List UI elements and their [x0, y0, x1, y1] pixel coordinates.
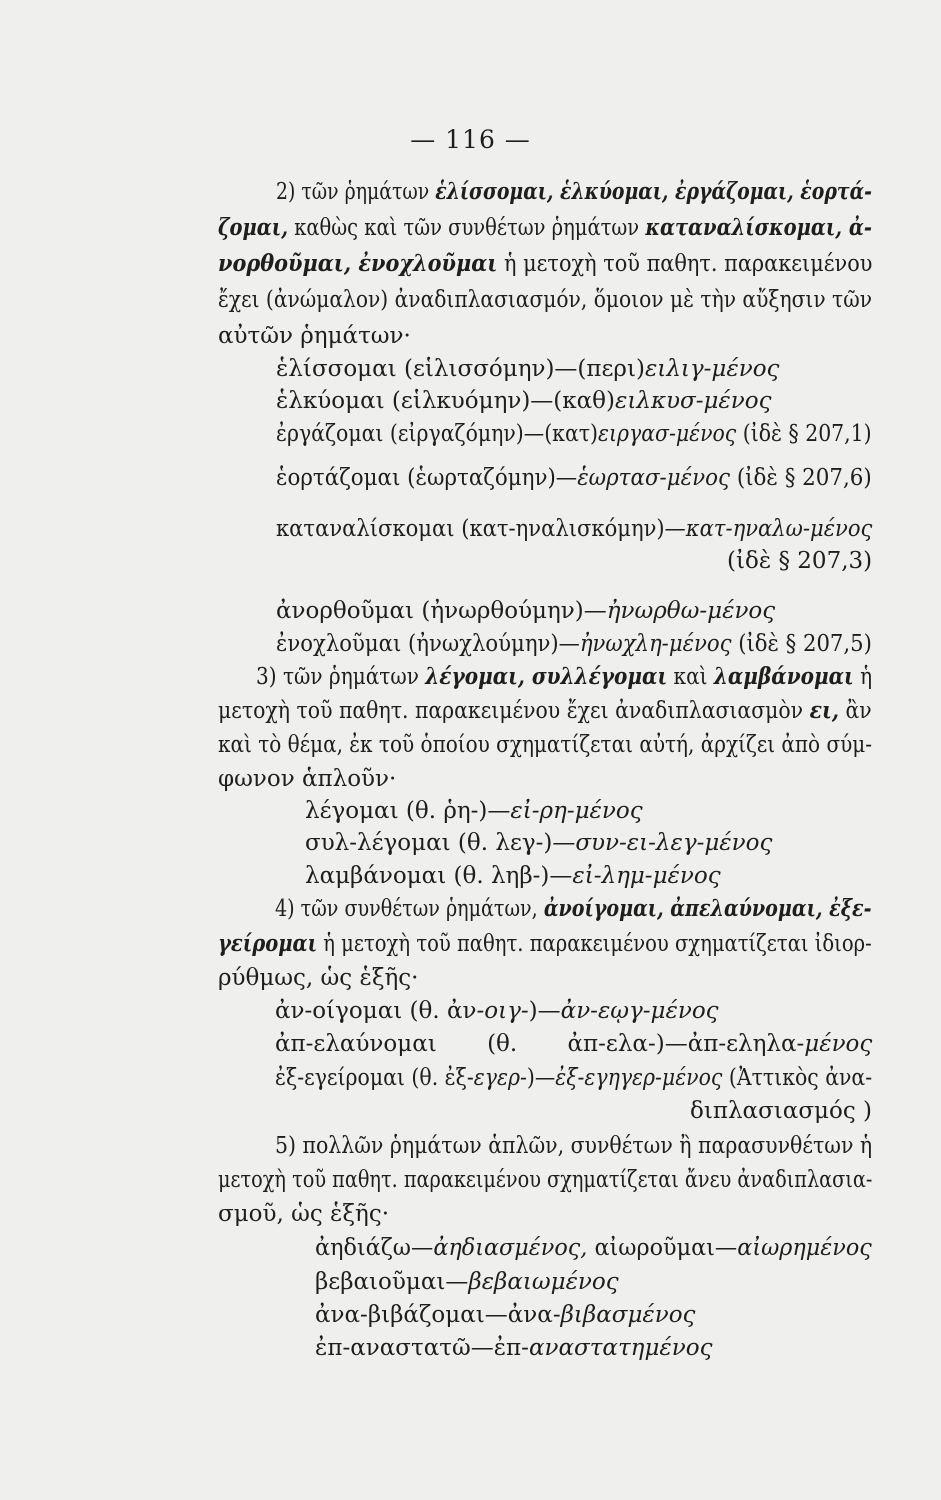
text-span: 4) τῶν συνθέτων ῥημάτων, — [275, 896, 544, 922]
bold-term: λαμβάνομαι — [713, 663, 854, 690]
text-line — [275, 1028, 872, 1060]
text-line — [218, 284, 872, 316]
bold-term: ζομαι, — [218, 214, 289, 241]
text-line — [276, 595, 775, 627]
text-line — [275, 1130, 872, 1162]
text-span: ἐνοχλοῦμαι (ἠνωχλούμην)— — [276, 631, 580, 657]
text-line — [727, 545, 872, 577]
text-line — [315, 1266, 619, 1298]
text-span: ἀνα-βιβάζομαι—ἀνα- — [315, 1302, 561, 1328]
text-span: διπλασιασμός ) — [690, 1098, 873, 1124]
text-line — [275, 995, 719, 1027]
text-line — [276, 385, 772, 417]
italic-form: μένος — [804, 1031, 873, 1057]
text-span: ἀν-οίγομαι (θ. ἀν- — [275, 998, 485, 1024]
text-span: ἀνορθοῦμαι (ἠνωρθούμην)— — [276, 598, 607, 624]
text-line — [690, 1095, 872, 1127]
italic-form: εἰ-ρη-μένος — [510, 798, 643, 824]
bold-term: καταναλίσκομαι, ἀ- — [645, 214, 872, 241]
italic-form: ἀηδιασμένος, — [433, 1235, 588, 1261]
text-span: καθὼς καὶ τῶν συνθέτων ῥημάτων — [288, 215, 646, 241]
text-span: μετοχὴ τοῦ παθητ. παρακειμένου ἔχει ἀναδιπλασιασμὸν — [218, 698, 810, 724]
text-span: 2) τῶν ῥημάτων — [276, 179, 436, 205]
italic-form: ἠνωχλη-μένος — [579, 631, 732, 657]
text-line — [276, 418, 872, 450]
italic-form: ειργασ-μένος — [598, 421, 737, 447]
text-span: καὶ — [667, 664, 714, 690]
bold-term: νορθοῦμαι, ἐνοχλοῦμαι — [218, 250, 498, 277]
italic-form: βεβαιωμένος — [468, 1269, 619, 1295]
italic-form: αναστατημένος — [528, 1335, 713, 1361]
text-span: (ἰδὲ § 207,3) — [727, 548, 873, 574]
text-span: (Ἀττικὸς ἀνα- — [722, 1065, 873, 1091]
text-line — [305, 860, 721, 892]
text-line — [218, 729, 872, 761]
text-span: ἑλκύομαι (εἱλκυόμην)—(καθ) — [276, 388, 616, 414]
text-span: 5) πολλῶν ῥημάτων ἁπλῶν, συνθέτων ἢ παρασυνθέτων ἡ — [275, 1133, 873, 1159]
text-span: ἐργάζομαι (εἰργαζόμην)—(κατ) — [276, 421, 599, 447]
text-line — [276, 353, 779, 385]
text-span: (ἰδὲ § 207,6) — [730, 465, 872, 491]
text-line — [315, 1332, 712, 1364]
text-span: συλ-λέγομαι (θ. λεγ-)— — [305, 830, 576, 856]
text-line — [218, 695, 872, 727]
bold-term: ει, — [809, 697, 839, 724]
italic-form: εἰ-λημ-μένος — [572, 863, 721, 889]
text-line — [305, 795, 643, 827]
text-span: (ἰδὲ § 207,5) — [731, 631, 872, 657]
italic-form: ἠνωρθω-μένος — [606, 598, 776, 624]
text-span: ἐξ-εγείρομαι (θ. ἐξ- — [275, 1065, 474, 1091]
text-span: (ἰδὲ § 207,1) — [736, 421, 872, 447]
italic-form: οιγ- — [484, 998, 529, 1024]
text-span: ἑλίσσομαι (εἱλισσόμην)—(περι) — [276, 356, 645, 382]
text-span: ἀπ-ελαύνομαι (θ. ἀπ-ελα-)—ἀπ-εληλα- — [275, 1031, 805, 1057]
italic-form: εγερ- — [473, 1065, 527, 1091]
text-span: ρύθμως, ὡς ἑξῆς· — [218, 965, 419, 991]
bold-term: ἑλίσσομαι, ἑλκύομαι, ἐργάζομαι, ἑορτά- — [435, 178, 872, 205]
text-line — [218, 248, 872, 280]
italic-form: ἀν-εῳγ-μένος — [560, 998, 719, 1024]
text-span: καὶ τὸ θέμα, ἐκ τοῦ ὁποίου σχηματίζεται αὐτή, ἀρχίζει ἀπὸ σύμ- — [218, 732, 873, 758]
text-line — [275, 1062, 872, 1094]
text-line — [276, 176, 872, 208]
italic-form: συν-ει-λεγ-μένος — [575, 830, 773, 856]
text-span: )— — [528, 998, 561, 1024]
text-span: ἡ μετοχὴ τοῦ παθητ. παρακειμένου σχηματίζεται ἰδιορ- — [317, 931, 872, 957]
text-span: μετοχὴ τοῦ παθητ. παρακειμένου σχηματίζεται ἄνευ ἀναδιπλασια- — [218, 1167, 873, 1193]
text-line — [276, 628, 872, 660]
text-line — [218, 320, 411, 352]
text-line — [276, 462, 872, 494]
italic-form: ἐξ-εγηγερ-μένος — [555, 1065, 723, 1091]
text-span: )— — [526, 1065, 556, 1091]
text-line — [218, 763, 396, 795]
text-line — [315, 1232, 872, 1264]
page-number: — 116 — — [410, 125, 531, 154]
bold-term: λέγομαι, συλλέγομαι — [425, 663, 668, 690]
text-span: ἀηδιάζω— — [315, 1235, 434, 1261]
text-line — [218, 1164, 872, 1196]
text-line — [218, 1198, 389, 1230]
bold-term: γείρομαι — [218, 930, 318, 957]
text-span: καταναλίσκομαι (κατ-ηναλισκόμην)— — [276, 516, 686, 542]
text-span: ἡ μετοχὴ τοῦ παθητ. παρακειμένου — [497, 251, 873, 277]
bold-term: ἀνοίγομαι, ἀπελαύνομαι, ἐξε- — [543, 895, 872, 922]
text-line — [256, 661, 872, 693]
text-span: λέγομαι (θ. ῥη-)— — [305, 798, 511, 824]
text-span: ἑορτάζομαι (ἑωρταζόμην)— — [276, 465, 578, 491]
text-line — [275, 893, 872, 925]
text-span: ἔχει (ἀνώμαλον) ἀναδιπλασιασμόν, ὅμοιον μὲ τὴν αὔξησιν τῶν — [218, 287, 873, 313]
text-span: ἂν — [838, 698, 872, 724]
italic-form: αἰωρημένος — [737, 1235, 872, 1261]
italic-form: βιβασμένος — [560, 1302, 696, 1328]
italic-form: ειλιγ-μένος — [644, 356, 780, 382]
italic-form: ἑωρτασ-μένος — [577, 465, 731, 491]
text-span: φωνον ἁπλοῦν· — [218, 766, 397, 792]
text-span: λαμβάνομαι (θ. ληβ-)— — [305, 863, 573, 889]
text-line — [315, 1299, 695, 1331]
text-span: ἐπ-αναστατῶ—ἐπ- — [315, 1335, 529, 1361]
text-span: 3) τῶν ῥημάτων — [256, 664, 426, 690]
text-span: βεβαιοῦμαι— — [315, 1269, 469, 1295]
text-span: ἡ — [853, 664, 873, 690]
text-line — [305, 827, 772, 859]
text-line — [218, 928, 872, 960]
text-span: σμοῦ, ὡς ἑξῆς· — [218, 1201, 390, 1227]
italic-form: κατ-ηναλω-μένος — [685, 516, 873, 542]
text-line — [218, 212, 872, 244]
text-line — [218, 962, 419, 994]
text-span: αἰωροῦμαι— — [587, 1235, 738, 1261]
text-span: αὐτῶν ῥημάτων· — [218, 323, 411, 349]
italic-form: ειλκυσ-μένος — [615, 388, 772, 414]
text-line — [276, 513, 872, 545]
